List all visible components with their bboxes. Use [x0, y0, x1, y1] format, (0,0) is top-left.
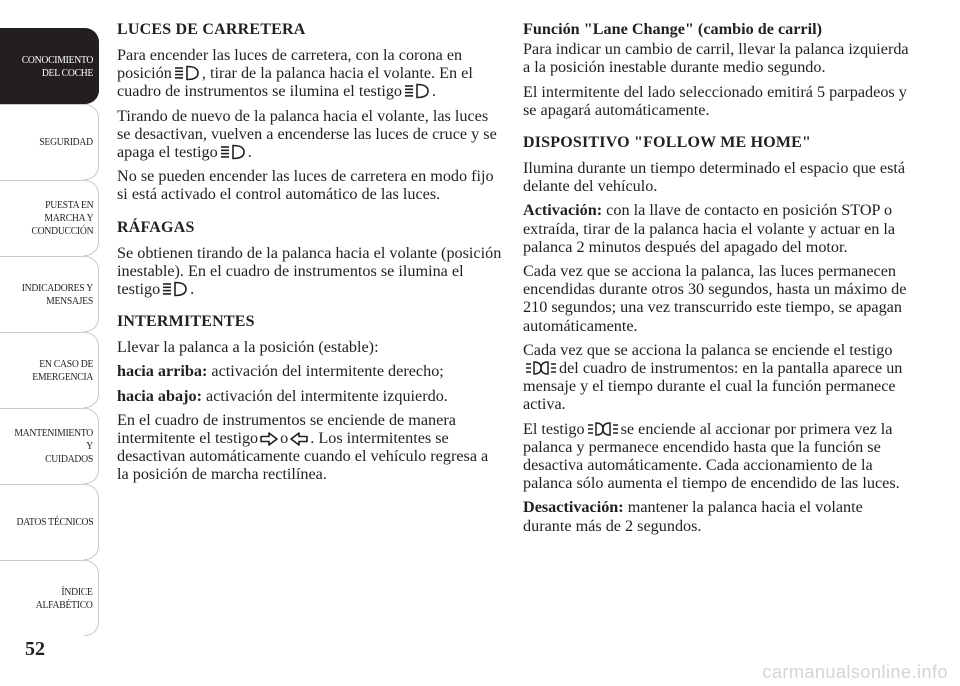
label-hacia-abajo: hacia abajo:: [117, 386, 202, 405]
paragraph: [117, 362, 502, 380]
paragraph: [523, 420, 913, 493]
paragraph: Ilumina durante un tiempo determinado el espacio que está delante del vehículo.: [523, 159, 906, 196]
tab-label: CONOCIMIENTO DEL COCHE: [21, 53, 93, 79]
tab-indice-alfabetico[interactable]: [0, 560, 99, 636]
paragraph: Llevar la palanca a la posición (estable):: [117, 338, 379, 357]
tab-label: PUESTA EN MARCHA Y CONDUCCIÓN: [31, 199, 93, 237]
heading-rafagas: RÁFAGAS: [117, 218, 195, 236]
paragraph: [523, 498, 913, 534]
right-column: [523, 20, 913, 541]
text: o: [280, 429, 289, 448]
paragraph: [523, 201, 913, 256]
paragraph: [523, 341, 913, 414]
chapter-sidebar: [0, 28, 99, 636]
tab-indicadores-y-mensajes[interactable]: [0, 256, 99, 332]
text: con la llave de contacto en posición STOP o extraída, tirar de la palanca hacia el volante y actuar en la palanca 2 minutos después del apagado del motor.: [523, 201, 896, 256]
left-column: [117, 20, 502, 490]
label-activacion: Activación:: [523, 201, 603, 220]
tab-label: MANTENIMIENTO Y CUIDADOS: [14, 427, 93, 465]
paragraph: [117, 46, 502, 101]
tab-label: DATOS TÉCNICOS: [16, 516, 93, 528]
tab-conocimiento-del-coche[interactable]: [0, 28, 99, 104]
follow-me-home-icon: [587, 421, 619, 437]
tab-en-caso-de-emergencia[interactable]: [0, 332, 99, 408]
text: Para encender las luces de carretera, con la corona en posición: [117, 46, 463, 83]
tab-datos-tecnicos[interactable]: [0, 484, 99, 560]
label-hacia-arriba: hacia arriba:: [117, 362, 208, 381]
tab-mantenimiento-y-cuidados[interactable]: [0, 408, 99, 484]
text: .: [432, 82, 437, 101]
tab-label: ÍNDICE ALFABÉTICO: [36, 585, 93, 611]
turn-left-arrow-icon: [290, 432, 308, 446]
text: .: [190, 280, 195, 299]
heading-follow-me-home: DISPOSITIVO "FOLLOW ME HOME": [523, 134, 812, 152]
text: Se obtienen tirando de la palanca hacia el volante (posición inestable). En el cuadro de instrumentos se ilumina el testigo: [117, 243, 502, 299]
high-beam-icon: [220, 144, 246, 160]
text: Cada vez que se acciona la palanca se enciende el testigo: [523, 340, 893, 359]
heading-lane-change: Función "Lane Change" (cambio de carril): [523, 20, 822, 38]
text: del cuadro de instrumentos: en la pantalla aparece un mensaje y el tiempo durante el cual la función permanece activa.: [523, 359, 903, 414]
text: El testigo: [523, 419, 585, 438]
paragraph: [117, 107, 502, 162]
text: se enciende al accionar por primera vez la palanca y permanece encendido hasta que la función se desactiva automáticamente. Cada accionamiento de la palanca sólo aumenta el tiempo de encendido de las luces.: [523, 419, 900, 493]
follow-me-home-icon: [525, 360, 557, 376]
high-beam-icon: [404, 83, 430, 99]
text: activación del intermitente derecho;: [207, 362, 444, 381]
paragraph: El intermitente del lado seleccionado emitirá 5 parpadeos y se apagará automáticamente.: [523, 82, 907, 119]
text: , tirar de la palanca hacia el volante. En el cuadro de instrumentos se ilumina el testigo: [117, 64, 473, 101]
text: En el cuadro de instrumentos se enciende de manera intermitente el testigo: [117, 410, 456, 448]
text: mantener la palanca hacia el volante durante más de 2 segundos.: [523, 498, 863, 535]
tab-label: SEGURIDAD: [39, 136, 93, 148]
paragraph: Para indicar un cambio de carril, llevar la palanca izquierda a la posición inestable durante medio segundo.: [523, 40, 909, 77]
tab-puesta-en-marcha[interactable]: [0, 180, 99, 256]
paragraph: [117, 387, 502, 405]
tab-seguridad[interactable]: [0, 104, 99, 180]
heading-intermitentes: INTERMITENTES: [117, 313, 255, 331]
tab-label: INDICADORES Y MENSAJES: [21, 281, 93, 307]
page-number: 52: [25, 638, 45, 660]
paragraph: [117, 244, 502, 299]
paragraph: No se pueden encender las luces de carretera en modo fijo si está activado el control automático de las luces.: [117, 167, 494, 204]
high-beam-icon: [162, 281, 188, 297]
text: activación del intermitente izquierdo.: [201, 386, 448, 405]
paragraph: [117, 411, 502, 484]
high-beam-icon: [174, 65, 200, 81]
heading-luces-de-carretera: LUCES DE CARRETERA: [117, 21, 306, 38]
text: Tirando de nuevo de la palanca hacia el volante, las luces se desactivan, vuelven a encenderse las luces de cruce y se apaga el testigo: [117, 106, 497, 162]
tab-label: EN CASO DE EMERGENCIA: [32, 357, 93, 383]
text: . Los intermitentes se desactivan automáticamente cuando el vehículo regresa a la posición de marcha rectilínea.: [117, 429, 489, 484]
label-desactivacion: Desactivación:: [523, 498, 624, 517]
watermark-text: carmanualsonline.info: [762, 662, 948, 682]
text: .: [247, 143, 252, 162]
turn-right-arrow-icon: [260, 432, 278, 446]
paragraph: Cada vez que se acciona la palanca, las luces permanecen encendidas durante otros 30 segundos, hasta un máximo de 210 segundos; una vez transcurrido este tiempo, se apagan automáticamente.: [523, 262, 907, 335]
